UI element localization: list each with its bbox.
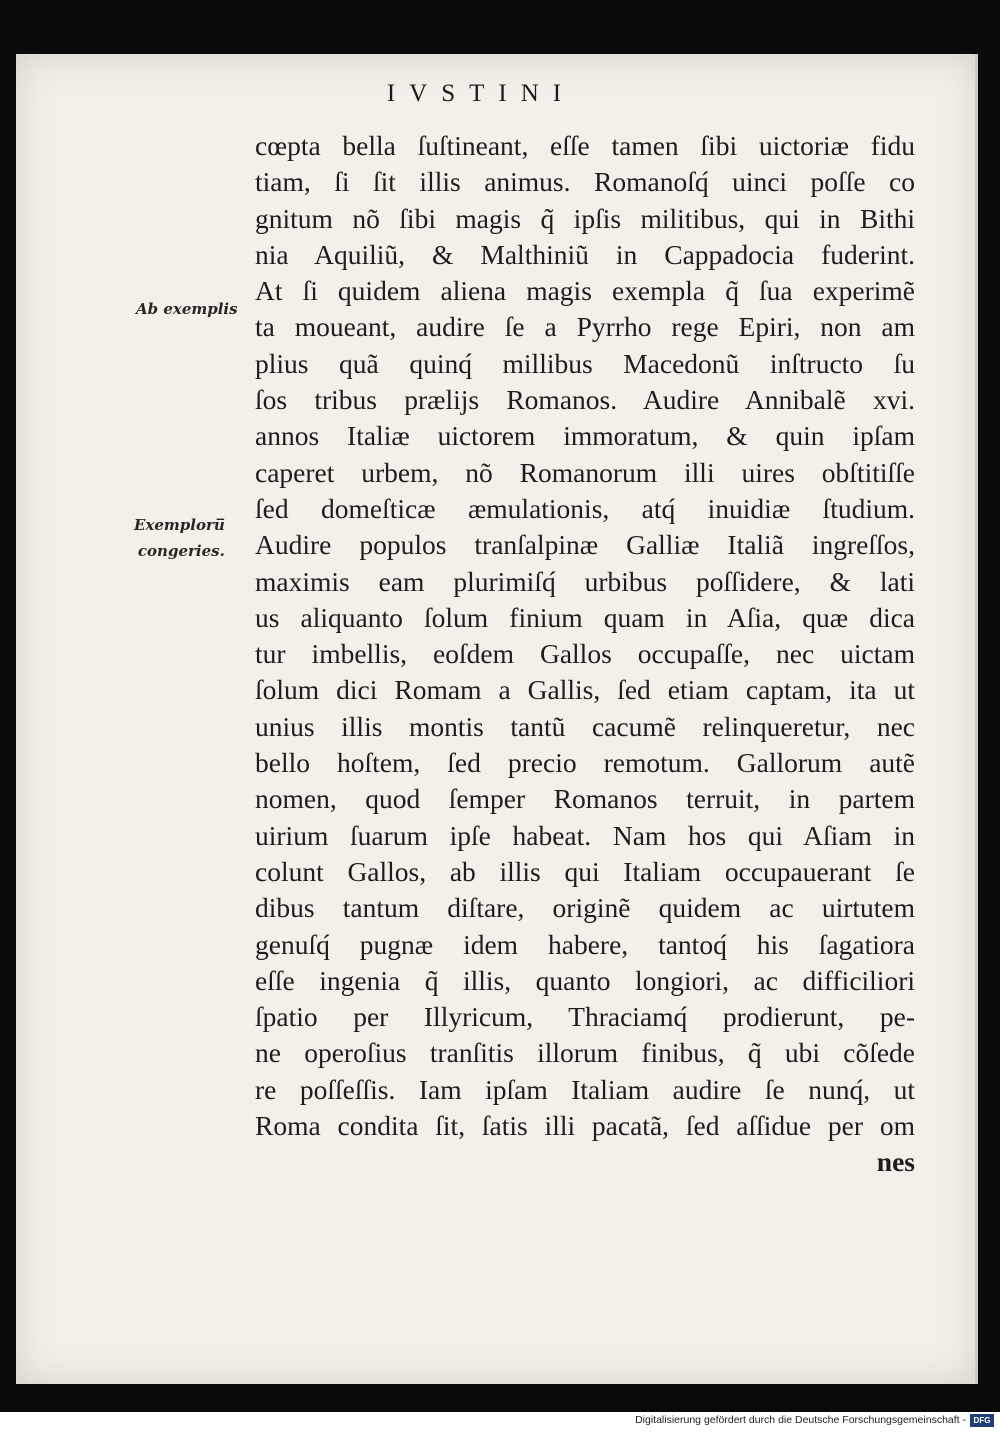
body-text — [255, 128, 915, 1181]
text-line: ſpatio per Illyricum, Thraciamq́ prodierunt, pe‐ — [255, 1001, 915, 1033]
text-line: maximis eam plurimiſq́ urbibus poſſidere, & lati — [255, 565, 915, 597]
text-line: gnitum nõ ſibi magis q̃ ipſis militibus, qui in Bithi — [255, 202, 915, 234]
text-line: us aliquanto ſolum finium quam in Aſia, quæ dica — [255, 601, 915, 633]
text-line: At ſi quidem aliena magis exempla q̃ ſua experimẽ — [255, 275, 915, 307]
funding-credit: Digitalisierung gefördert durch die Deutsche Forschungsgemeinschaft - — [635, 1414, 966, 1426]
text-line: ta moueant, audire ſe a Pyrrho rege Epiri, non am — [255, 311, 915, 343]
dfg-logo-icon: DFG — [970, 1414, 994, 1427]
text-line: ne operoſius tranſitis illorum finibus, q̃ ubi cõſede — [255, 1037, 915, 1069]
marginal-note-congeries — [134, 512, 225, 564]
text-line: ſos tribus prælijs Romanos. Audire Annibalẽ xvi. — [255, 384, 915, 416]
text-line: ſolum dici Romam a Gallis, ſed etiam captam, ita ut — [255, 674, 915, 706]
marginal-note-text: Exemploru̅ — [134, 516, 225, 534]
text-line: plius quã quinq́ millibus Macedonũ inſtructo ſu — [255, 347, 915, 379]
text-line: caperet urbem, nõ Romanorum illi uires obſtitiſſe — [255, 456, 915, 488]
text-line: re poſſeſſis. Iam ipſam Italiam audire ſe nunq́, ut — [255, 1073, 915, 1105]
text-line: Audire populos tranſalpinæ Galliæ Italiã ingreſſos, — [255, 529, 915, 561]
text-line: nomen, quod ſemper Romanos terruit, in partem — [255, 783, 915, 815]
text-line: colunt Gallos, ab illis qui Italiam occupauerant ſe — [255, 855, 915, 887]
text-line: uirium ſuarum ipſe habeat. Nam hos qui Aſiam in — [255, 819, 915, 851]
marginal-note-text: Ab exemplis — [136, 300, 238, 318]
text-line: genuſq́ pugnæ idem habere, tantoq́ his ſagatiora — [255, 928, 915, 960]
text-line: tiam, ſi ſit illis animus. Romanoſq́ uinci poſſe co — [255, 166, 915, 198]
text-line: annos Italiæ uictorem immoratum, & quin ipſam — [255, 420, 915, 452]
text-line: eſſe ingenia q̃ illis, quanto longiori, ac difficiliori — [255, 964, 915, 996]
text-line: tur imbellis, eoſdem Gallos occupaſſe, nec uictam — [255, 638, 915, 670]
page-edge — [975, 54, 978, 1384]
text-line: ſed domeſticæ æmulationis, atq́ inuidiæ ſtudium. — [255, 492, 915, 524]
marginal-note-exemplis — [136, 296, 238, 322]
marginal-note-text: congeries. — [137, 542, 225, 560]
text-line: nia Aquiliũ, & Malthiniũ in Cappadocia fuderint. — [255, 238, 915, 270]
text-line: unius illis montis tantũ cacumẽ relinqueretur, nec — [255, 710, 915, 742]
text-line: bello hoſtem, ſed precio remotum. Gallorum autẽ — [255, 747, 915, 779]
text-line: Roma condita ſit, ſatis illi pacatã, ſed aſſidue per om — [255, 1110, 915, 1142]
text-line: cœpta bella ſuſtineant, eſſe tamen ſibi uictoriæ fidu — [255, 130, 915, 161]
catchword: nes — [876, 1146, 915, 1178]
running-head: IVSTINI — [386, 80, 576, 107]
text-line: dibus tantum diſtare, originẽ quidem ac uirtutem — [255, 892, 915, 924]
